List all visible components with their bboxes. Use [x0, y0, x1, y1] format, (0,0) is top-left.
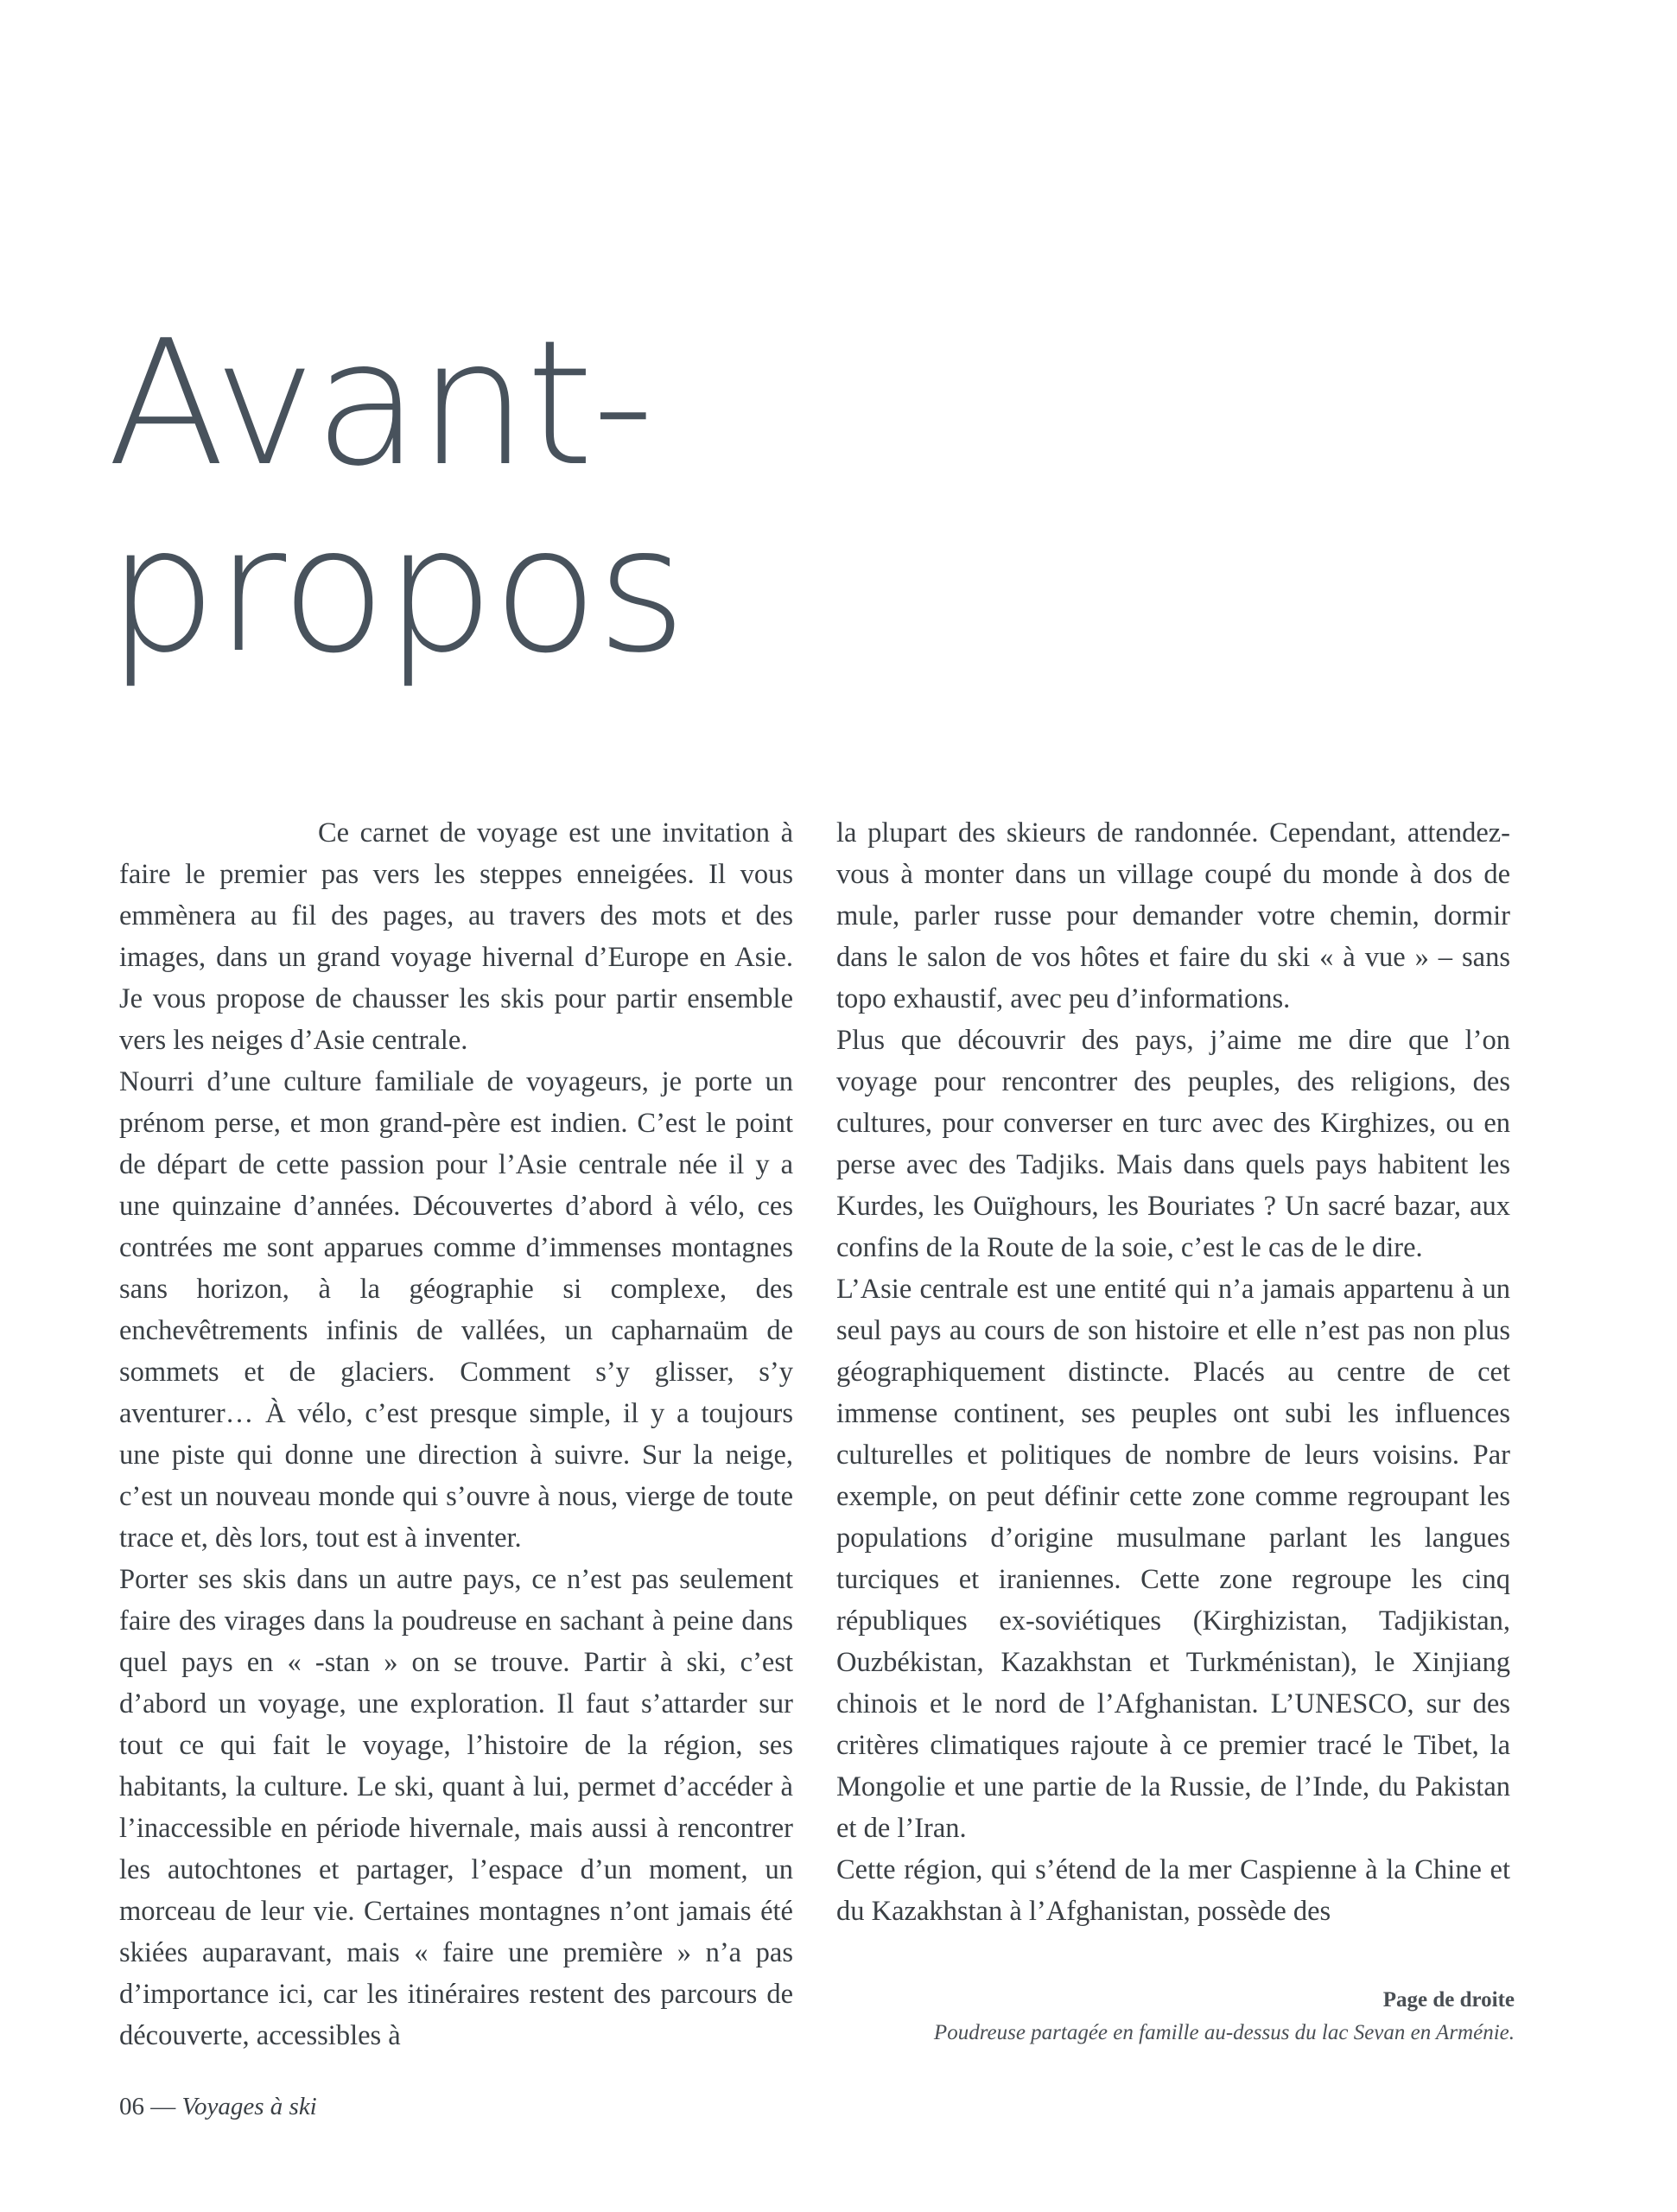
- caption-heading: Page de droite: [1382, 1988, 1515, 2012]
- paragraph: la plupart des skieurs de randonnée. Cependant, attendez-vous à monter dans un village coupé du monde à dos de mule, parler russe pour demander votre chemin, dormir dans le salon de vos hôtes et faire du ski « à vue » – sans topo exhaustif, avec peu d’informations.: [836, 817, 1510, 1014]
- paragraph: Cette région, qui s’étend de la mer Caspienne à la Chine et du Kazakhstan à l’Afghanistan, possède des: [836, 1854, 1510, 1927]
- left-text-column: [119, 812, 793, 2056]
- footer-separator: —: [150, 2093, 176, 2120]
- caption-text: Poudreuse partagée en famille au-dessus du lac Sevan en Arménie.: [933, 2021, 1515, 2044]
- paragraph: Nourri d’une culture familiale de voyageurs, je porte un prénom perse, et mon grand-père est indien. C’est le point de départ de cette passion pour l’Asie centrale née il y a une quinzaine d’années. Découvertes d’abord à vélo, ces contrées me sont apparues comme d’immenses montagnes sans horizon, à la géographie si complexe, des enchevêtrements infinis de vallées, un capharnaüm de sommets et de glaciers. Comment s’y glisser, s’y aventurer… À vélo, c’est presque simple, il y a toujours une piste qui donne une direction à suivre. Sur la neige, c’est un nouveau monde qui s’ouvre à nous, vierge de toute trace et, dès lors, tout est à inventer.: [119, 1066, 793, 1554]
- page-title-line-1: Avant-: [107, 303, 653, 505]
- paragraph: Ce carnet de voyage est une invitation à faire le premier pas vers les steppes enneigées. Il vous emmènera au fil des pages, au travers des mots et des images, dans un grand voyage hivernal d’Europe en Asie. Je vous propose de chausser les skis pour partir ensemble vers les neiges d’Asie centrale.: [119, 817, 793, 1056]
- photo-caption: [737, 1984, 1515, 2050]
- paragraph: Plus que découvrir des pays, j’aime me dire que l’on voyage pour rencontrer des peuples, des religions, des cultures, pour converser en turc avec des Kirghizes, ou en perse avec des Tadjiks. Mais dans quels pays habitent les Kurdes, les Ouïghours, les Bouriates ? Un sacré bazar, aux confins de la Route de la soie, c’est le cas de le dire.: [836, 1025, 1510, 1263]
- page-title-line-2: propos: [107, 490, 685, 691]
- paragraph: Porter ses skis dans un autre pays, ce n’est pas seulement faire des virages dans la poudreuse en sachant à peine dans quel pays en « -stan » on se trouve. Partir à ski, c’est d’abord un voyage, une exploration. Il faut s’attarder sur tout ce qui fait le voyage, l’histoire de la région, ses habitants, la culture. Le ski, quant à lui, permet d’accéder à l’inaccessible en période hivernale, mais aussi à rencontrer les autochtones et partager, l’espace d’un moment, un morceau de leur vie. Certaines montagnes n’ont jamais été skiées auparavant, mais « faire une première » n’a pas d’importance ici, car les itinéraires restent des parcours de découverte, accessibles à: [119, 1564, 793, 2051]
- book-title: Voyages à ski: [181, 2093, 317, 2120]
- page-footer: [119, 2089, 317, 2124]
- page-title: [107, 303, 685, 691]
- right-text-column: [836, 812, 1510, 1932]
- paragraph: L’Asie centrale est une entité qui n’a jamais appartenu à un seul pays au cours de son histoire et elle n’est pas non plus géographiquement distincte. Placés au centre de cet immense continent, ses peuples ont subi les influences culturelles et politiques de nombre de leurs voisins. Par exemple, on peut définir cette zone comme regroupant les populations d’origine musulmane parlant les langues turciques et iraniennes. Cette zone regroupe les cinq républiques ex-soviétiques (Kirghizistan, Tadjikistan, Ouzbékistan, Kazakhstan et Turkménistan), le Xinjiang chinois et le nord de l’Afghanistan. L’UNESCO, sur des critères climatiques rajoute à ce premier tracé le Tibet, la Mongolie et une partie de la Russie, de l’Inde, du Pakistan et de l’Iran.: [836, 1274, 1510, 1844]
- page-number: 06: [119, 2093, 144, 2120]
